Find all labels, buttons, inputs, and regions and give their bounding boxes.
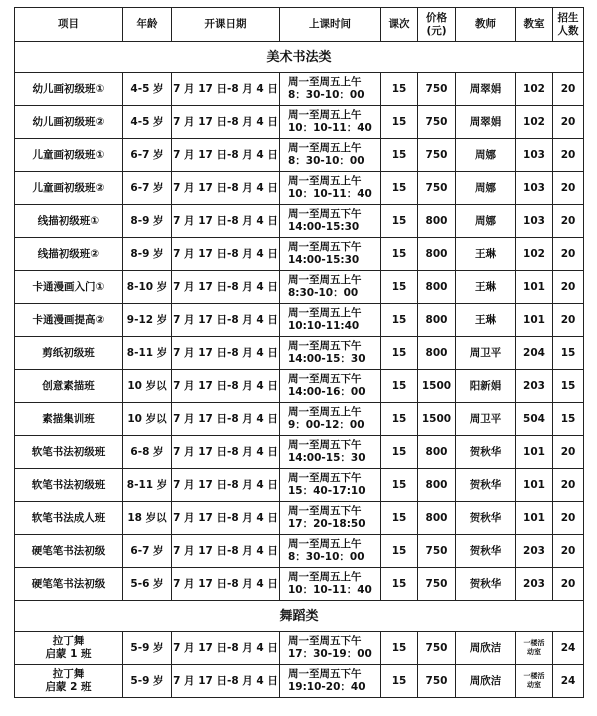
- quota-cell: 15: [553, 370, 584, 403]
- quota-cell: 20: [553, 436, 584, 469]
- sessions-cell: 15: [381, 238, 418, 271]
- start-date-cell: 7 月 17 日-8 月 4 日: [172, 172, 280, 205]
- teacher-cell: 贺秋华: [456, 436, 516, 469]
- quota-cell: 20: [553, 238, 584, 271]
- age-cell: 5-6 岁: [123, 568, 172, 601]
- start-date-cell: 7 月 17 日-8 月 4 日: [172, 337, 280, 370]
- class-time-cell: 周一至周五上午 8:30-10：00: [280, 271, 381, 304]
- room-cell: 103: [516, 139, 553, 172]
- course-name-cell: 软笔书法成人班: [15, 502, 123, 535]
- section-row: [15, 42, 584, 73]
- start-date-cell: 7 月 17 日-8 月 4 日: [172, 665, 280, 698]
- sessions-cell: 15: [381, 139, 418, 172]
- price-cell: 750: [418, 665, 456, 698]
- course-name-cell: 线描初级班②: [15, 238, 123, 271]
- quota-cell: 20: [553, 172, 584, 205]
- teacher-cell: 王琳: [456, 304, 516, 337]
- quota-cell: 24: [553, 632, 584, 665]
- course-name-cell: 儿童画初级班②: [15, 172, 123, 205]
- class-time-cell: 周一至周五下午 14:00-15：30: [280, 337, 381, 370]
- price-cell: 750: [418, 568, 456, 601]
- sessions-cell: 15: [381, 172, 418, 205]
- sessions-cell: 15: [381, 370, 418, 403]
- price-cell: 750: [418, 172, 456, 205]
- class-time-cell: 周一至周五下午 15：40-17:10: [280, 469, 381, 502]
- room-cell: 504: [516, 403, 553, 436]
- age-cell: 6-7 岁: [123, 535, 172, 568]
- room-cell: 204: [516, 337, 553, 370]
- course-name-cell: 儿童画初级班①: [15, 139, 123, 172]
- age-cell: 8-9 岁: [123, 238, 172, 271]
- table-row: [15, 172, 584, 205]
- section-title: 舞蹈类: [15, 601, 584, 632]
- table-row: [15, 535, 584, 568]
- teacher-cell: 贺秋华: [456, 502, 516, 535]
- table-row: [15, 106, 584, 139]
- age-cell: 6-8 岁: [123, 436, 172, 469]
- room-cell: 203: [516, 370, 553, 403]
- start-date-cell: 7 月 17 日-8 月 4 日: [172, 73, 280, 106]
- teacher-cell: 贺秋华: [456, 469, 516, 502]
- start-date-cell: 7 月 17 日-8 月 4 日: [172, 238, 280, 271]
- header-price: 价格 (元): [418, 8, 456, 42]
- course-name-cell: 硬笔笔书法初级: [15, 535, 123, 568]
- price-cell: 750: [418, 535, 456, 568]
- room-cell: 203: [516, 568, 553, 601]
- sessions-cell: 15: [381, 502, 418, 535]
- quota-cell: 20: [553, 73, 584, 106]
- room-cell: 102: [516, 106, 553, 139]
- header-row: [15, 8, 584, 42]
- room-cell: 101: [516, 502, 553, 535]
- start-date-cell: 7 月 17 日-8 月 4 日: [172, 632, 280, 665]
- course-name-cell: 幼儿画初级班①: [15, 73, 123, 106]
- room-cell: 101: [516, 436, 553, 469]
- room-cell: 103: [516, 205, 553, 238]
- sessions-cell: 15: [381, 304, 418, 337]
- sessions-cell: 15: [381, 436, 418, 469]
- sessions-cell: 15: [381, 106, 418, 139]
- class-time-cell: 周一至周五下午 19:10-20：40: [280, 665, 381, 698]
- course-name-cell: 拉丁舞 启蒙 1 班: [15, 632, 123, 665]
- course-name-cell: 卡通漫画提高②: [15, 304, 123, 337]
- quota-cell: 20: [553, 205, 584, 238]
- teacher-cell: 周翠娟: [456, 106, 516, 139]
- sessions-cell: 15: [381, 271, 418, 304]
- sessions-cell: 15: [381, 73, 418, 106]
- class-time-cell: 周一至周五下午 14:00-15:30: [280, 205, 381, 238]
- price-cell: 800: [418, 502, 456, 535]
- course-name-cell: 剪纸初级班: [15, 337, 123, 370]
- room-cell: 102: [516, 238, 553, 271]
- price-cell: 800: [418, 271, 456, 304]
- class-time-cell: 周一至周五上午 8：30-10：00: [280, 139, 381, 172]
- quota-cell: 20: [553, 271, 584, 304]
- room-cell: 101: [516, 469, 553, 502]
- teacher-cell: 周娜: [456, 139, 516, 172]
- course-name-cell: 线描初级班①: [15, 205, 123, 238]
- table-row: [15, 632, 584, 665]
- course-name-cell: 幼儿画初级班②: [15, 106, 123, 139]
- age-cell: 10 岁以: [123, 403, 172, 436]
- price-cell: 750: [418, 106, 456, 139]
- sessions-cell: 15: [381, 535, 418, 568]
- age-cell: 8-11 岁: [123, 469, 172, 502]
- room-cell: 203: [516, 535, 553, 568]
- teacher-cell: 周翠娟: [456, 73, 516, 106]
- start-date-cell: 7 月 17 日-8 月 4 日: [172, 535, 280, 568]
- price-cell: 1500: [418, 370, 456, 403]
- course-name-cell: 拉丁舞 启蒙 2 班: [15, 665, 123, 698]
- price-cell: 800: [418, 337, 456, 370]
- price-cell: 800: [418, 304, 456, 337]
- table-row: [15, 337, 584, 370]
- header-start-date: 开课日期: [172, 8, 280, 42]
- table-row: [15, 304, 584, 337]
- teacher-cell: 贺秋华: [456, 535, 516, 568]
- age-cell: 4-5 岁: [123, 106, 172, 139]
- class-time-cell: 周一至周五上午 10:10-11:40: [280, 304, 381, 337]
- age-cell: 5-9 岁: [123, 665, 172, 698]
- class-time-cell: 周一至周五上午 8：30-10：00: [280, 535, 381, 568]
- sessions-cell: 15: [381, 403, 418, 436]
- quota-cell: 15: [553, 403, 584, 436]
- age-cell: 8-11 岁: [123, 337, 172, 370]
- quota-cell: 20: [553, 502, 584, 535]
- age-cell: 8-9 岁: [123, 205, 172, 238]
- header-room: 教室: [516, 8, 553, 42]
- class-time-cell: 周一至周五上午 8：30-10：00: [280, 73, 381, 106]
- quota-cell: 20: [553, 535, 584, 568]
- table-row: [15, 73, 584, 106]
- table-row: [15, 139, 584, 172]
- teacher-cell: 王琳: [456, 271, 516, 304]
- header-quota: 招生 人数: [553, 8, 584, 42]
- header-age: 年龄: [123, 8, 172, 42]
- price-cell: 750: [418, 632, 456, 665]
- sessions-cell: 15: [381, 337, 418, 370]
- course-name-cell: 创意素描班: [15, 370, 123, 403]
- class-time-cell: 周一至周五下午 17：30-19：00: [280, 632, 381, 665]
- section-title: 美术书法类: [15, 42, 584, 73]
- table-row: [15, 436, 584, 469]
- table-row: [15, 469, 584, 502]
- quota-cell: 20: [553, 106, 584, 139]
- header-project: 项目: [15, 8, 123, 42]
- course-name-cell: 软笔书法初级班: [15, 469, 123, 502]
- room-cell: 101: [516, 304, 553, 337]
- teacher-cell: 周欣洁: [456, 632, 516, 665]
- room-cell: 102: [516, 73, 553, 106]
- class-time-cell: 周一至周五上午 10：10-11：40: [280, 568, 381, 601]
- sessions-cell: 15: [381, 469, 418, 502]
- quota-cell: 20: [553, 469, 584, 502]
- age-cell: 6-7 岁: [123, 172, 172, 205]
- teacher-cell: 周欣洁: [456, 665, 516, 698]
- start-date-cell: 7 月 17 日-8 月 4 日: [172, 403, 280, 436]
- age-cell: 4-5 岁: [123, 73, 172, 106]
- price-cell: 750: [418, 139, 456, 172]
- start-date-cell: 7 月 17 日-8 月 4 日: [172, 568, 280, 601]
- quota-cell: 20: [553, 568, 584, 601]
- teacher-cell: 贺秋华: [456, 568, 516, 601]
- room-cell: 103: [516, 172, 553, 205]
- header-sessions: 课次: [381, 8, 418, 42]
- sessions-cell: 15: [381, 205, 418, 238]
- header-teacher: 教师: [456, 8, 516, 42]
- price-cell: 800: [418, 238, 456, 271]
- table-body: [15, 42, 584, 698]
- quota-cell: 20: [553, 139, 584, 172]
- room-cell: 一楼活 动室: [516, 632, 553, 665]
- room-cell: 101: [516, 271, 553, 304]
- table-row: [15, 665, 584, 698]
- course-name-cell: 软笔书法初级班: [15, 436, 123, 469]
- start-date-cell: 7 月 17 日-8 月 4 日: [172, 502, 280, 535]
- age-cell: 5-9 岁: [123, 632, 172, 665]
- class-time-cell: 周一至周五下午 14:00-16：00: [280, 370, 381, 403]
- quota-cell: 20: [553, 304, 584, 337]
- price-cell: 800: [418, 436, 456, 469]
- age-cell: 18 岁以: [123, 502, 172, 535]
- table-row: [15, 205, 584, 238]
- table-row: [15, 238, 584, 271]
- start-date-cell: 7 月 17 日-8 月 4 日: [172, 271, 280, 304]
- table-row: [15, 370, 584, 403]
- age-cell: 8-10 岁: [123, 271, 172, 304]
- price-cell: 1500: [418, 403, 456, 436]
- price-cell: 800: [418, 205, 456, 238]
- sessions-cell: 15: [381, 665, 418, 698]
- teacher-cell: 周卫平: [456, 403, 516, 436]
- section-row: [15, 601, 584, 632]
- start-date-cell: 7 月 17 日-8 月 4 日: [172, 370, 280, 403]
- table-row: [15, 403, 584, 436]
- room-cell: 一楼活 动室: [516, 665, 553, 698]
- sessions-cell: 15: [381, 568, 418, 601]
- teacher-cell: 周娜: [456, 205, 516, 238]
- teacher-cell: 周娜: [456, 172, 516, 205]
- quota-cell: 15: [553, 337, 584, 370]
- table-row: [15, 271, 584, 304]
- class-time-cell: 周一至周五上午 9：00-12：00: [280, 403, 381, 436]
- start-date-cell: 7 月 17 日-8 月 4 日: [172, 469, 280, 502]
- price-cell: 750: [418, 73, 456, 106]
- table-row: [15, 568, 584, 601]
- class-time-cell: 周一至周五下午 17：20-18:50: [280, 502, 381, 535]
- course-name-cell: 卡通漫画入门①: [15, 271, 123, 304]
- sessions-cell: 15: [381, 632, 418, 665]
- course-name-cell: 硬笔笔书法初级: [15, 568, 123, 601]
- table-row: [15, 502, 584, 535]
- start-date-cell: 7 月 17 日-8 月 4 日: [172, 205, 280, 238]
- age-cell: 6-7 岁: [123, 139, 172, 172]
- start-date-cell: 7 月 17 日-8 月 4 日: [172, 106, 280, 139]
- age-cell: 9-12 岁: [123, 304, 172, 337]
- age-cell: 10 岁以: [123, 370, 172, 403]
- start-date-cell: 7 月 17 日-8 月 4 日: [172, 304, 280, 337]
- course-name-cell: 素描集训班: [15, 403, 123, 436]
- quota-cell: 24: [553, 665, 584, 698]
- start-date-cell: 7 月 17 日-8 月 4 日: [172, 436, 280, 469]
- class-time-cell: 周一至周五下午 14:00-15：30: [280, 436, 381, 469]
- start-date-cell: 7 月 17 日-8 月 4 日: [172, 139, 280, 172]
- header-class-time: 上课时间: [280, 8, 381, 42]
- teacher-cell: 阳新娟: [456, 370, 516, 403]
- teacher-cell: 王琳: [456, 238, 516, 271]
- class-time-cell: 周一至周五下午 14:00-15:30: [280, 238, 381, 271]
- course-schedule-table: [14, 7, 584, 698]
- teacher-cell: 周卫平: [456, 337, 516, 370]
- class-time-cell: 周一至周五上午 10：10-11：40: [280, 106, 381, 139]
- price-cell: 800: [418, 469, 456, 502]
- class-time-cell: 周一至周五上午 10：10-11：40: [280, 172, 381, 205]
